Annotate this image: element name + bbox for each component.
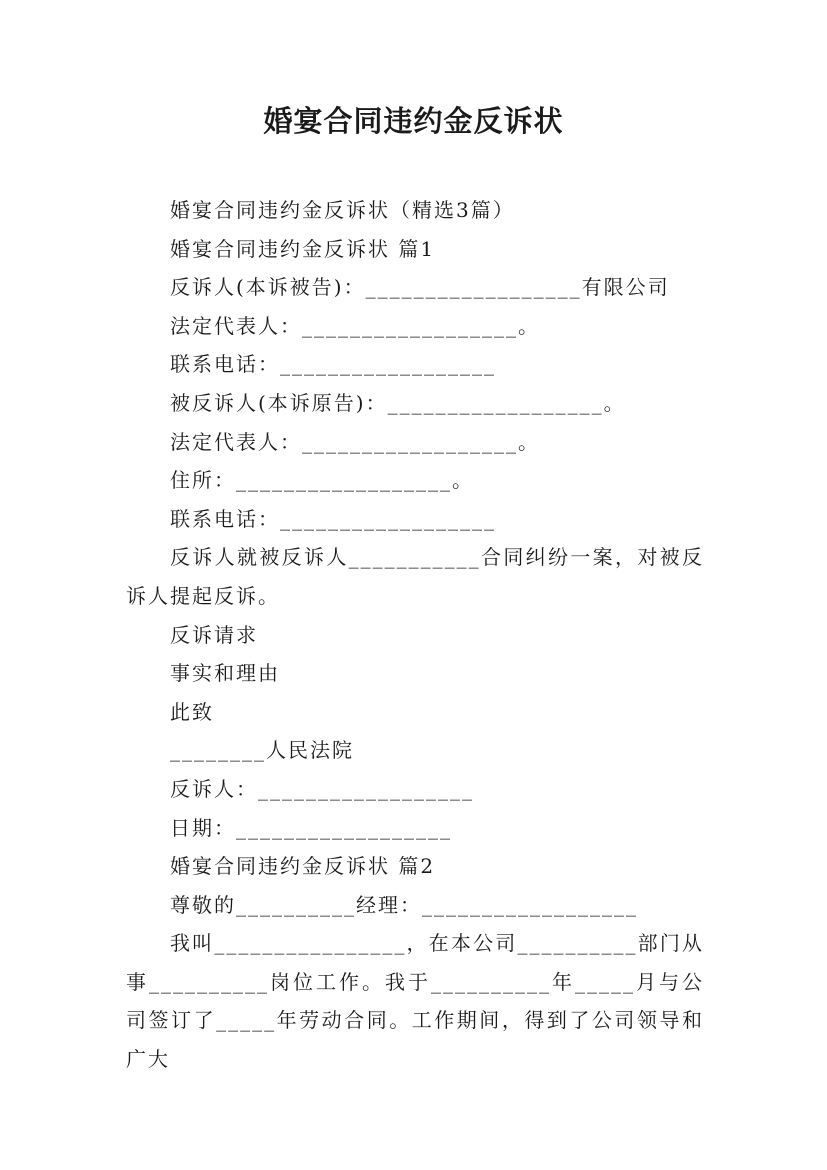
counter-plaintiff-line: 反诉人(本诉被告)：__________________有限公司 — [170, 275, 670, 300]
court-line: ________人民法院 — [170, 738, 354, 763]
address-line: 住所：__________________。 — [170, 468, 474, 493]
document-body — [126, 191, 704, 1079]
salutation: 此致 — [170, 699, 214, 724]
document-title: 婚宴合同违约金反诉状 — [263, 104, 564, 138]
section-heading-1: 婚宴合同违约金反诉状 篇1 — [170, 236, 436, 261]
facts-heading: 事实和理由 — [170, 661, 280, 686]
date-line: 日期：__________________ — [170, 815, 452, 840]
letter-body: 我叫________________，在本公司__________部门从事__________岗位工作。我于__________年_____月与公司签订了_____年劳动合同。工作期间，得到了公司领导和广大 — [126, 931, 704, 1072]
signatory-line: 反诉人：__________________ — [170, 776, 474, 801]
claims-heading: 反诉请求 — [170, 622, 258, 647]
legal-representative-line: 法定代表人：__________________。 — [170, 313, 540, 338]
legal-representative-line-2: 法定代表人：__________________。 — [170, 429, 540, 454]
counter-defendant-line: 被反诉人(本诉原告)：__________________。 — [170, 390, 626, 415]
section-heading-2: 婚宴合同违约金反诉状 篇2 — [170, 854, 436, 879]
phone-line: 联系电话：__________________ — [170, 352, 496, 377]
letter-greeting: 尊敬的__________经理：__________________ — [170, 892, 638, 917]
phone-line-2: 联系电话：__________________ — [170, 506, 496, 531]
counterclaim-statement: 反诉人就被反诉人___________合同纠纷一案，对被反诉人提起反诉。 — [126, 545, 704, 608]
paragraph-intro: 婚宴合同违约金反诉状（精选3篇） — [170, 198, 515, 222]
